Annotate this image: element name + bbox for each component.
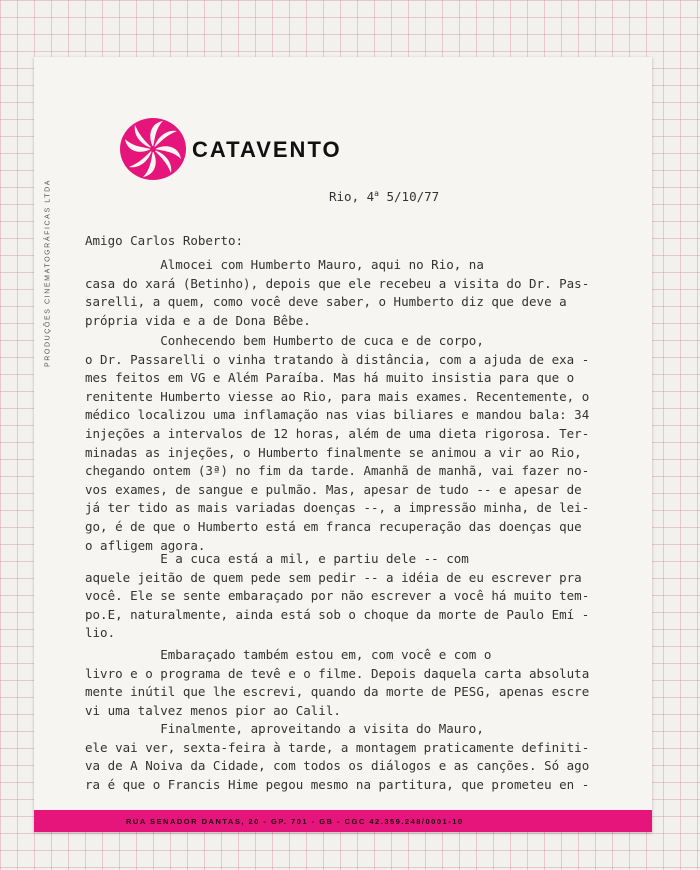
letter-sheet: CATAVENTO PRODUÇÕES CINEMATOGRÁFICAS LTDA Rio, 4$^a$ 5/10/77 Amigo Carlos Roberto: Almocei com Humberto Mauro, aqui no Rio, na casa do xará (Betinho), depois que ele recebeu a visita do Dr. Pas- sarelli, a quem, como você deve saber, o Humberto diz que deve a própria vida e a de Dona Bêbe. Conhecendo bem Humberto de cuca e de corpo, o Dr. Passarelli o vinha tratando à distância, com a ajuda de exa - mes feitos em VG e Além Paraíba. Mas há muito insistia para que o renitente Humberto viesse ao Rio, para mais exames. Recentemente, o médico localizou uma inflamação nas vias biliares e mandou bala: 34 injeções a intervalos de 12 horas, além de uma dieta rigorosa. Ter- minadas as injeções, o Humberto finalmente se animou a vir ao Rio, chegando ontem (3ª) no fim da tarde. Amanhã de manhã, vai fazer no- vos exames, de sangue e pulmão. Mas, apesar de tudo -- e apesar de já ter tido as mais variadas doenças --, a impressão minha, de lei- go, é de que o Humberto está em franca recuperação das doenças que o afligem agora. E a cuca está a mil, e partiu dele -- com aquele jeitão de quem pede sem pedir -- a idéia de eu escrever pra você. Ele se sente embaraçado por não escrever a você há muito tem- po.E, naturalmente, ainda está sob o choque da morte de Paulo Emí - lio. Embaraçado também estou em, com você e com o livro e o programa de tevê e o filme. Depois daquela carta absoluta mente inútil que lhe escrevi, quando da morte de PESG, apenas escre vi uma talvez menos pior ao Calil. Finalmente, aproveitando a visita do Mauro, ele vai ver, sexta-feira à tarde, a montagem praticamente definiti- va de A Noiva da Cidade, com todos os diálogos e as canções. Só ago ra é que o Francis Hime pegou mesmo na partitura, que prometeu en - RUA SENADOR DANTAS, 20 - GP. 701 - GB - CGC 42.359.248/0001-10	[34, 57, 652, 832]
paragraph-1: Almocei com Humberto Mauro, aqui no Rio, na casa do xará (Betinho), depois que ele recebeu a visita do Dr. Pas- sarelli, a quem, como você deve saber, o Humberto diz que deve a própria vida e a de Dona Bêbe.	[85, 257, 590, 328]
company-name: CATAVENTO	[192, 137, 342, 162]
paragraph-4: Embaraçado também estou em, com você e com o livro e o programa de tevê e o filme. Depois daquela carta absoluta mente inútil que lhe escrevi, quando da morte de PESG, apenas escre vi uma talvez menos pior ao Calil.	[85, 647, 590, 718]
footer-address: RUA SENADOR DANTAS, 20 - GP. 701 - GB - CGC 42.359.248/0001-10	[126, 817, 464, 826]
footer-address-bar	[34, 810, 652, 832]
paragraph-2: Conhecendo bem Humberto de cuca e de corpo, o Dr. Passarelli o vinha tratando à distância, com a ajuda de exa - mes feitos em VG e Além Paraíba. Mas há muito insistia para que o renitente Humberto viesse ao Rio, para mais exames. Recentemente, o médico localizou uma inflamação nas vias biliares e mandou bala: 34 injeções a intervalos de 12 horas, além de uma dieta rigorosa. Ter- minadas as injeções, o Humberto finalmente se animou a vir ao Rio, chegando ontem (3ª) no fim da tarde. Amanhã de manhã, vai fazer no- vos exames, de sangue e pulmão. Mas, apesar de tudo -- e apesar de já ter tido as mais variadas doenças --, a impressão minha, de lei- go, é de que o Humberto está em franca recuperação das doenças que o afligem agora.	[85, 333, 590, 553]
paragraph-5: Finalmente, aproveitando a visita do Mauro, ele vai ver, sexta-feira à tarde, a montagem praticamente definiti- va de A Noiva da Cidade, com todos os diálogos e as canções. Só ago ra é que o Francis Hime pegou mesmo na partitura, que prometeu en -	[85, 721, 590, 792]
letter-date: Rio, 4$^a$ 5/10/77	[329, 189, 440, 205]
paragraph-3: E a cuca está a mil, e partiu dele -- com aquele jeitão de quem pede sem pedir -- a idéia de eu escrever pra você. Ele se sente embaraçado por não escrever a você há muito tem- po.E, naturalmente, ainda está sob o choque da morte de Paulo Emí - lio.	[85, 551, 590, 641]
pinwheel-logo-icon	[119, 117, 187, 181]
salutation: Amigo Carlos Roberto:	[85, 233, 244, 248]
